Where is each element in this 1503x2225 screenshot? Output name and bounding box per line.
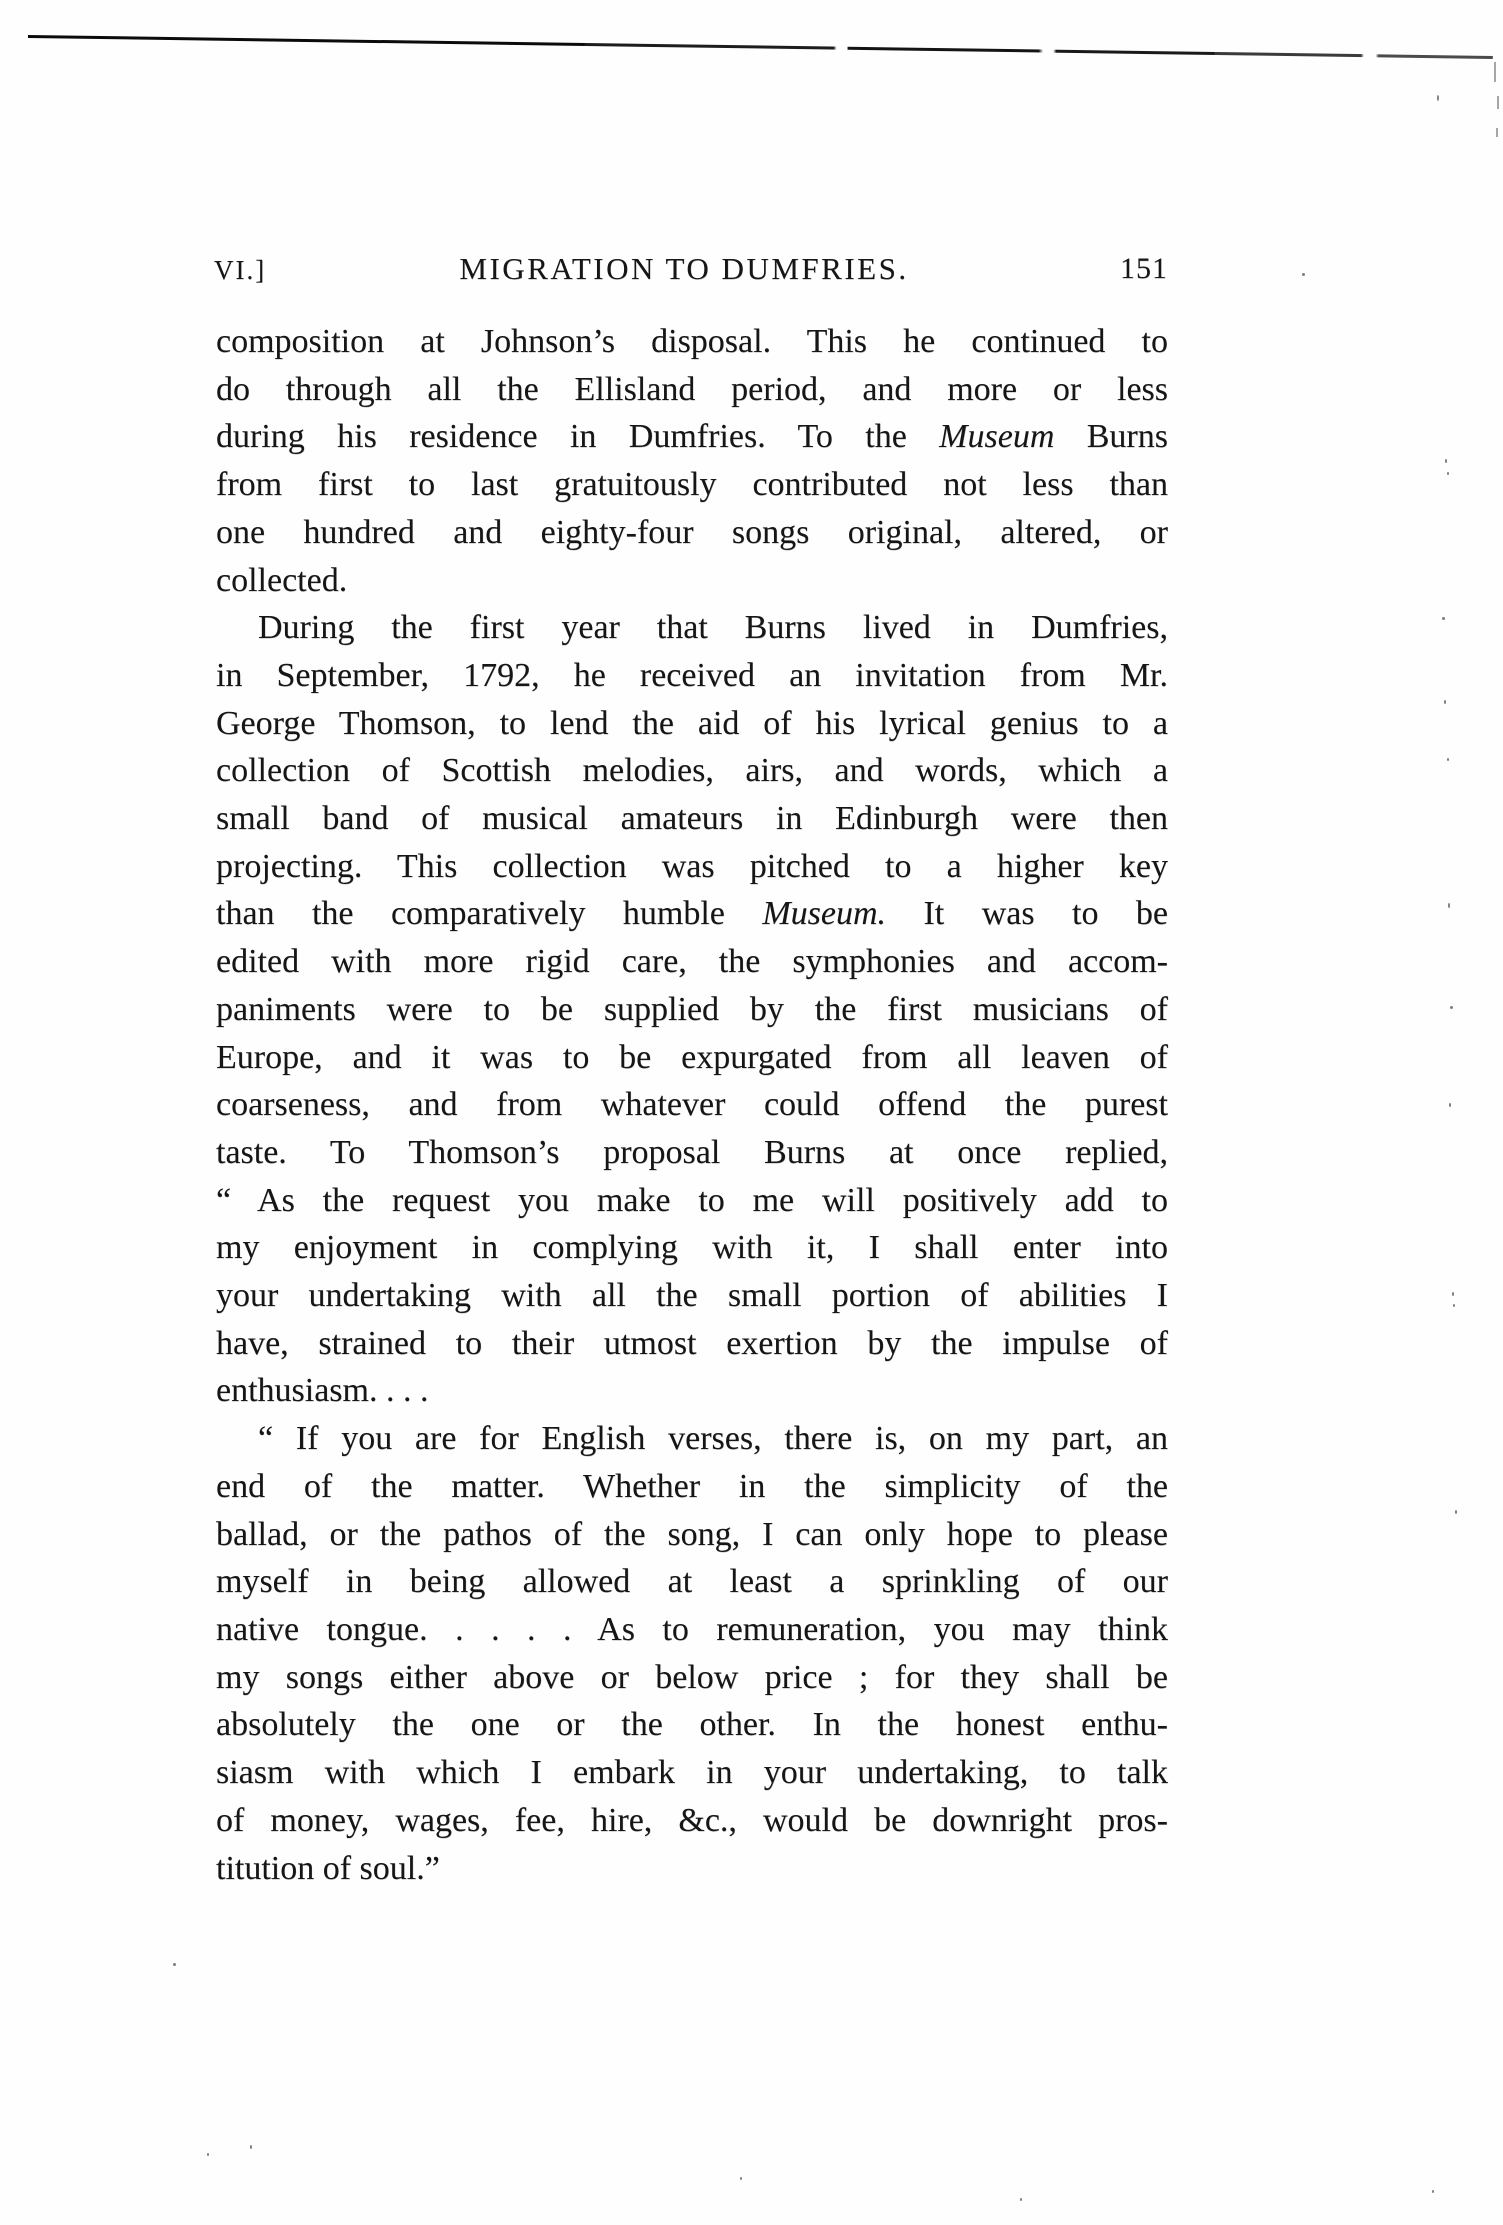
text-segment: than the comparatively humble	[216, 895, 763, 933]
text-line	[216, 461, 1168, 509]
text-segment: small band of musical amateurs in Edinburgh were then	[216, 800, 1168, 838]
scan-speck	[1453, 1304, 1455, 1307]
text-line	[216, 1320, 1168, 1368]
page-header	[0, 242, 1503, 288]
text-line	[216, 557, 1168, 605]
text-segment: siasm with which I embark in your undertaking, to talk	[216, 1754, 1168, 1792]
text-line	[216, 509, 1168, 557]
text-segment: your undertaking with all the small portion of abilities I	[216, 1277, 1168, 1315]
text-line	[216, 1749, 1168, 1797]
text-segment: George Thomson, to lend the aid of his lyrical genius to a	[216, 704, 1168, 742]
scan-speck	[1449, 1103, 1451, 1107]
text-line	[216, 1224, 1168, 1272]
text-segment: one hundred and eighty-four songs original, altered, or	[216, 513, 1168, 551]
text-segment: edited with more rigid care, the symphonies and accom-	[216, 943, 1168, 981]
text-line	[216, 747, 1168, 795]
scan-speck	[1452, 1292, 1454, 1296]
text-segment: myself in being allowed at least a sprinkling of our	[216, 1563, 1168, 1601]
text-line	[216, 1129, 1168, 1177]
text-segment: Europe, and it was to be expurgated from all leaven of	[216, 1038, 1168, 1076]
text-line	[216, 1177, 1168, 1225]
text-line	[216, 1558, 1168, 1606]
page-number: 151	[1120, 252, 1168, 285]
text-line	[216, 1701, 1168, 1749]
scan-speck	[1437, 95, 1439, 101]
scan-speck	[1447, 472, 1449, 475]
body-text	[216, 318, 1168, 1892]
text-segment: from first to last gratuitously contributed not less than	[216, 466, 1168, 504]
italic-text: Museum.	[762, 895, 887, 933]
text-segment: Burns	[1054, 418, 1168, 456]
text-line	[216, 1654, 1168, 1702]
scan-speck	[1442, 617, 1445, 620]
text-segment: do through all the Ellisland period, and more or less	[216, 370, 1168, 408]
text-line	[216, 1272, 1168, 1320]
text-line	[216, 986, 1168, 1034]
text-segment: composition at Johnson’s disposal. This he continued to	[216, 323, 1168, 360]
text-line	[216, 1463, 1168, 1511]
text-line	[216, 1415, 1168, 1463]
running-title: MIGRATION TO DUMFRIES.	[459, 251, 909, 286]
text-segment: coarseness, and from whatever could offend the purest	[216, 1086, 1168, 1124]
text-segment: end of the matter. Whether in the simplicity of the	[216, 1467, 1168, 1505]
scan-speck	[1450, 1006, 1453, 1009]
text-segment: projecting. This collection was pitched to a higher key	[216, 847, 1168, 885]
text-segment: titution of soul.”	[216, 1849, 440, 1887]
text-line	[216, 413, 1168, 461]
text-segment: have, strained to their utmost exertion by the impulse of	[216, 1324, 1168, 1362]
text-line	[216, 795, 1168, 843]
text-line	[216, 1606, 1168, 1654]
text-line	[216, 318, 1168, 366]
scan-edge-artifact	[1496, 128, 1498, 137]
scan-speck	[250, 2145, 252, 2149]
scan-speck	[1432, 2190, 1434, 2193]
scan-speck	[173, 1963, 176, 1966]
scan-speck	[1020, 2198, 1022, 2201]
text-line	[216, 843, 1168, 891]
text-segment: paniments were to be supplied by the first musicians of	[216, 990, 1168, 1028]
scan-speck	[1448, 903, 1450, 908]
scan-speck	[207, 2153, 209, 2156]
text-line	[216, 1797, 1168, 1845]
scan-speck	[740, 2177, 742, 2180]
text-segment: ballad, or the pathos of the song, I can only hope to please	[216, 1515, 1168, 1553]
scan-speck	[1447, 758, 1449, 761]
text-line	[216, 1081, 1168, 1129]
chapter-marker: VI.]	[214, 255, 267, 285]
page-top-rule	[28, 35, 1493, 59]
text-line	[216, 604, 1168, 652]
text-line	[216, 700, 1168, 748]
text-segment: It was to be	[886, 895, 1169, 933]
text-line	[216, 938, 1168, 986]
text-segment: of money, wages, fee, hire, &c., would be downright pros-	[216, 1801, 1168, 1839]
scan-speck	[1455, 1510, 1457, 1514]
text-line	[216, 1034, 1168, 1082]
text-line	[216, 1367, 1168, 1415]
text-segment: absolutely the one or the other. In the honest enthu-	[216, 1706, 1168, 1744]
text-segment: my enjoyment in complying with it, I shall enter into	[216, 1229, 1168, 1267]
text-segment: “ If you are for English verses, there is, on my part, an	[258, 1420, 1168, 1458]
text-segment: During the first year that Burns lived in Dumfries,	[258, 609, 1168, 647]
scan-speck	[1444, 700, 1446, 704]
text-segment: “ As the request you make to me will positively add to	[216, 1181, 1168, 1219]
text-segment: my songs either above or below price ; for they shall be	[216, 1658, 1168, 1696]
text-line	[216, 1845, 1168, 1893]
text-segment: taste. To Thomson’s proposal Burns at once replied,	[216, 1133, 1168, 1171]
text-segment: collection of Scottish melodies, airs, and words, which a	[216, 752, 1168, 790]
text-line	[216, 366, 1168, 414]
text-segment: native tongue. . . . . As to remuneration, you may think	[216, 1610, 1168, 1648]
text-segment: during his residence in Dumfries. To the	[216, 418, 940, 456]
text-line	[216, 890, 1168, 938]
text-segment: enthusiasm. . . .	[216, 1372, 429, 1410]
scan-edge-artifact	[1497, 96, 1499, 109]
scan-speck	[1302, 273, 1305, 276]
scan-speck	[1445, 459, 1447, 463]
text-segment: in September, 1792, he received an invitation from Mr.	[216, 656, 1168, 694]
italic-text: Museum	[939, 418, 1055, 456]
text-line	[216, 1511, 1168, 1559]
text-line	[216, 652, 1168, 700]
scan-edge-artifact	[1494, 62, 1496, 82]
text-segment: collected.	[216, 561, 348, 599]
